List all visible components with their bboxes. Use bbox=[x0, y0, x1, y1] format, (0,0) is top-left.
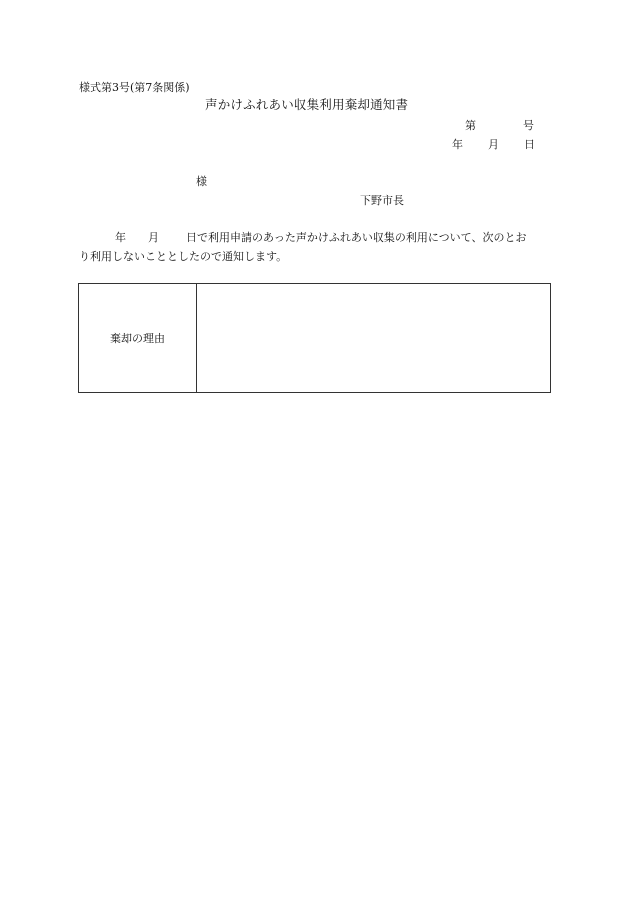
document-title: 声かけふれあい収集利用棄却通知書 bbox=[205, 97, 409, 112]
body-text-line1-rest: 日で利用申請のあった声かけふれあい収集の利用について、次のとお bbox=[186, 231, 527, 244]
reason-table bbox=[78, 283, 551, 393]
issuer-name: 下野市長 bbox=[360, 194, 404, 207]
issue-number-suffix: 号 bbox=[523, 119, 534, 132]
form-number: 様式第3号(第7条関係) bbox=[79, 81, 190, 94]
body-text-line2: り利用しないこととしたので通知します。 bbox=[79, 250, 288, 263]
date-month-label: 月 bbox=[488, 138, 499, 151]
issue-number-prefix: 第 bbox=[465, 119, 476, 132]
body-year-label: 年 bbox=[115, 231, 126, 244]
reason-label: 棄却の理由 bbox=[110, 332, 165, 345]
body-month-label: 月 bbox=[148, 231, 159, 244]
addressee-honorific: 様 bbox=[196, 175, 207, 188]
reason-label-cell bbox=[79, 284, 197, 392]
date-day-label: 日 bbox=[524, 138, 535, 151]
reason-value-cell[interactable] bbox=[197, 284, 550, 392]
date-year-label: 年 bbox=[452, 138, 463, 151]
